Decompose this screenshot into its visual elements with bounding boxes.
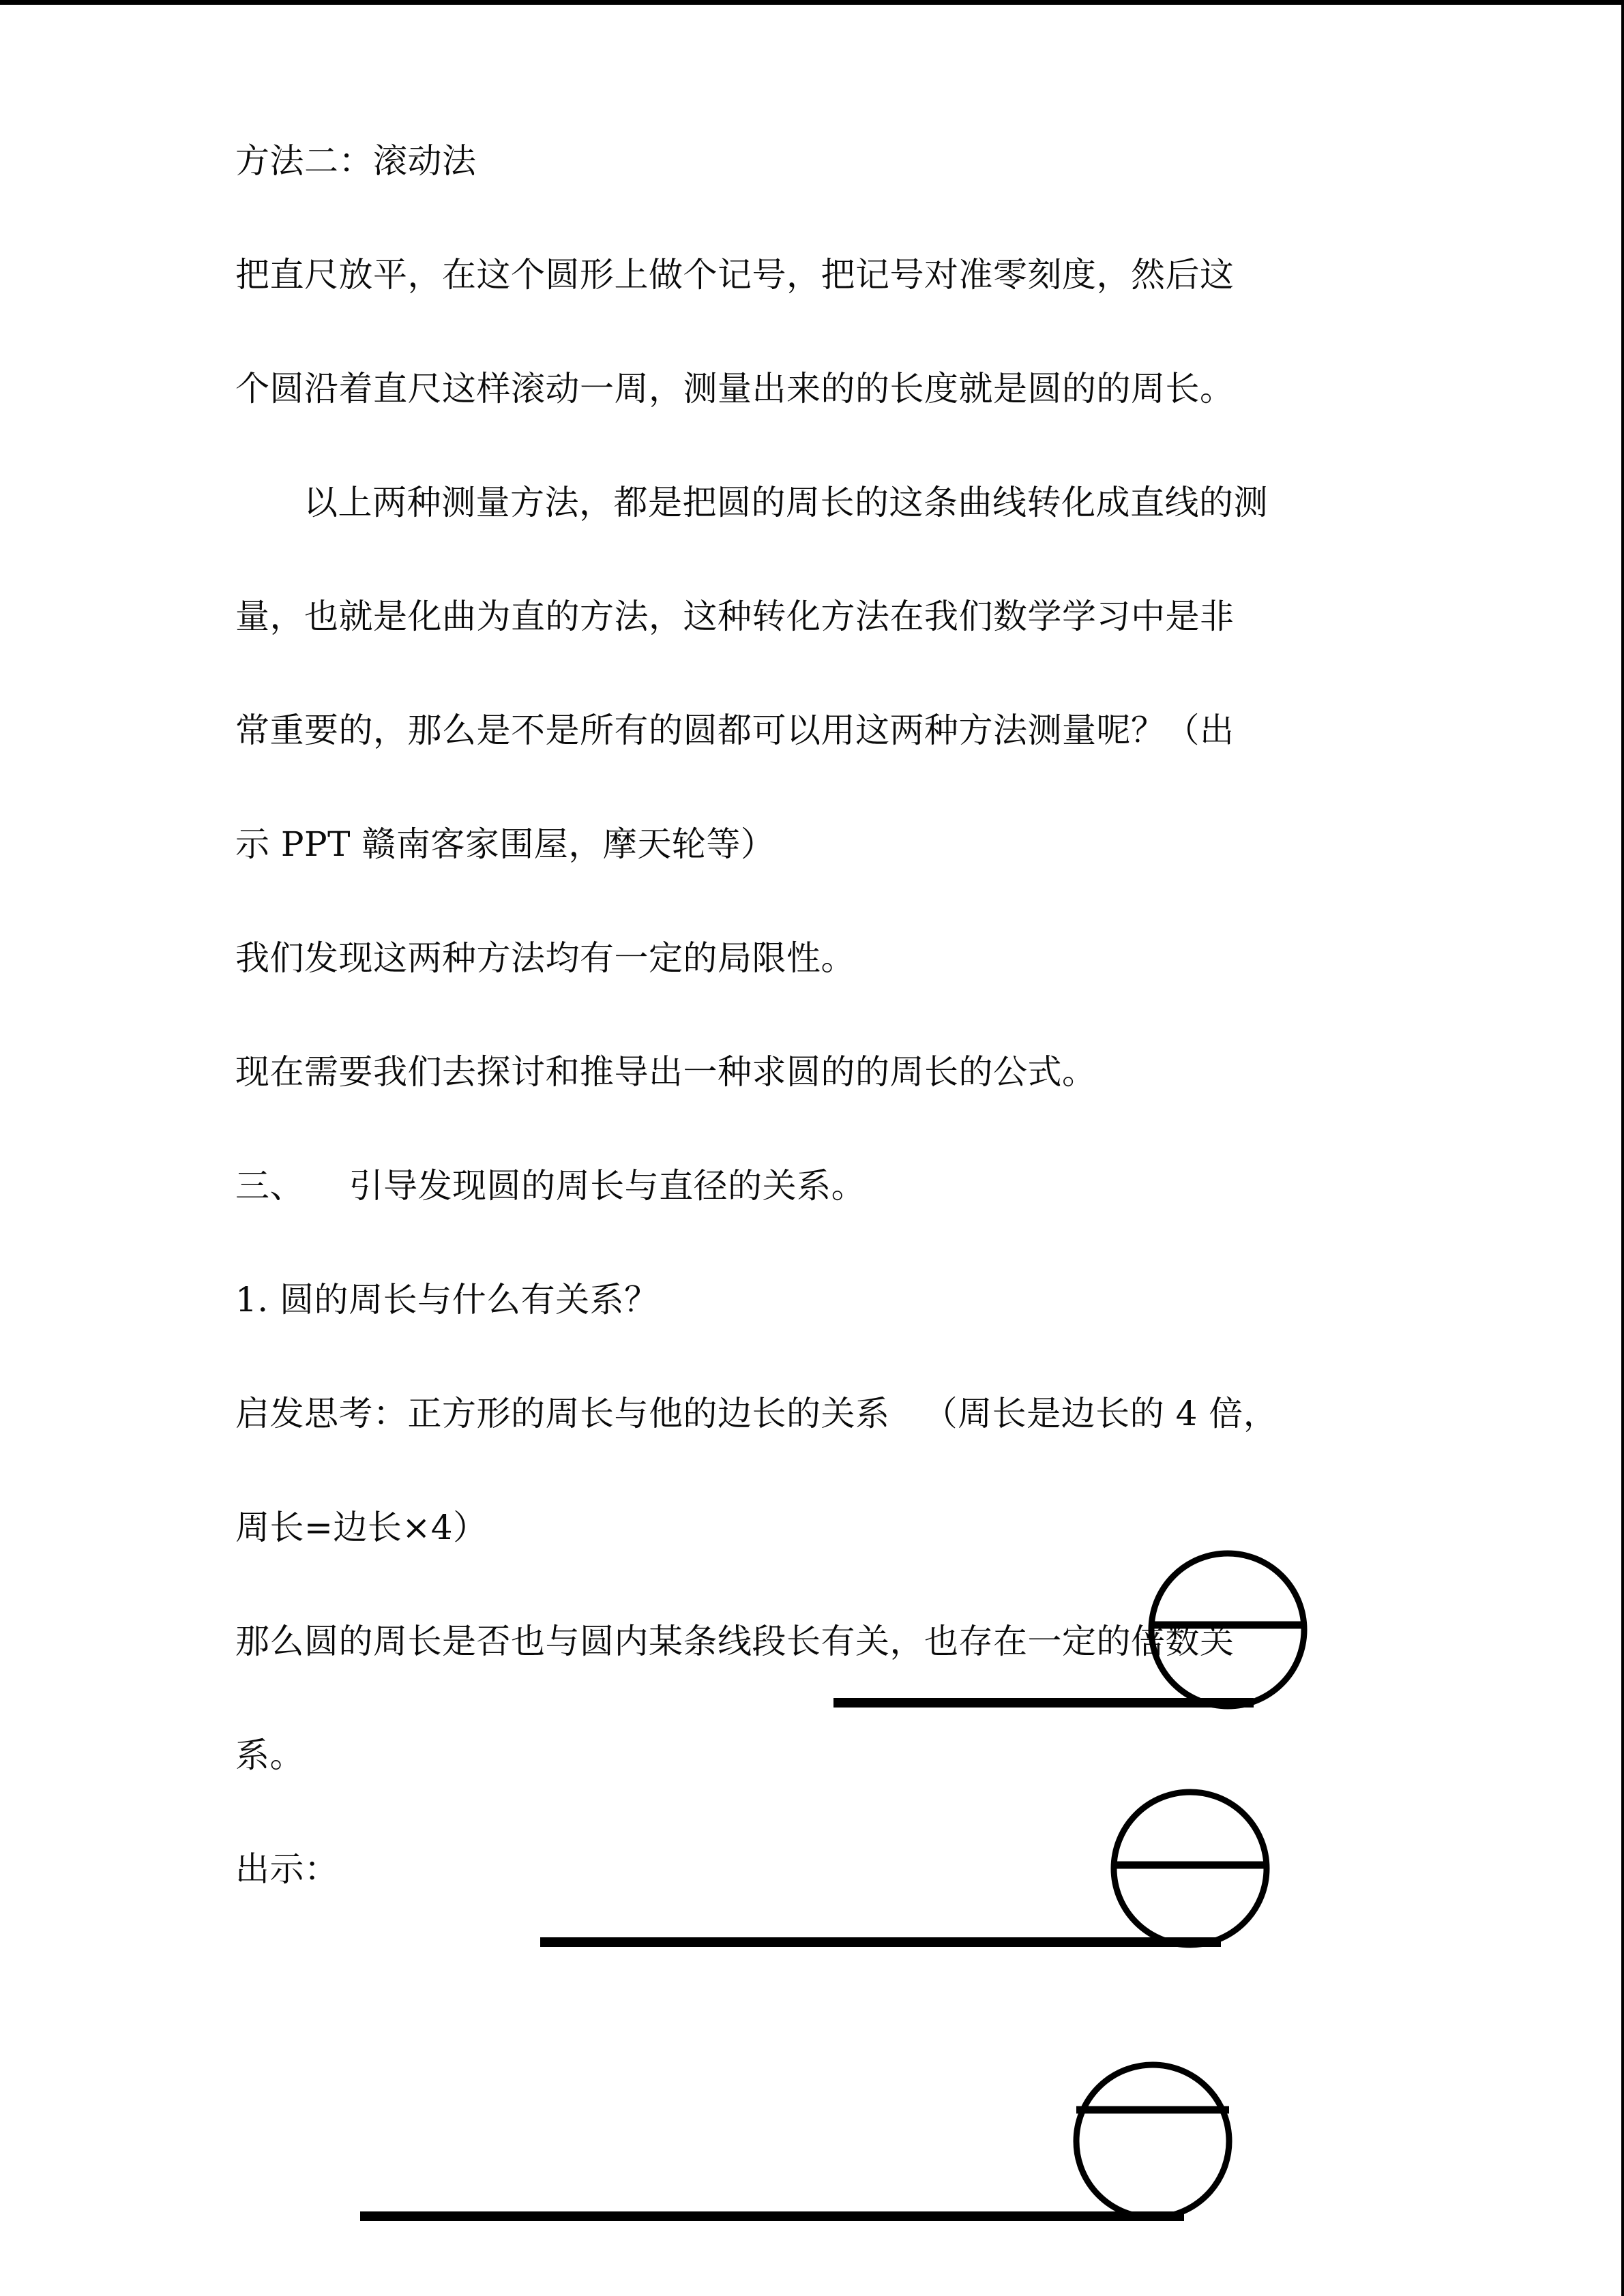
paragraph-circle-question: 那么圆的周长是否也与圆内某条线段长有关，也存在一定的倍数关 xyxy=(235,1622,1235,1661)
paragraph-rolling-step-2: 个圆沿着直尺这样滚动一周，测量出来的的长度就是圆的的周长。 xyxy=(235,369,1235,408)
rolling-circle-item-3 xyxy=(360,2065,1229,2218)
paragraph-ppt-note: 示 PPT 赣南客家围屋，摩天轮等） xyxy=(235,824,776,864)
paragraph-rolling-step-1: 把直尺放平，在这个圆形上做个记号，把记号对准零刻度，然后这 xyxy=(235,255,1235,295)
paragraph-need-formula: 现在需要我们去探讨和推导出一种求圆的的周长的公式。 xyxy=(235,1052,1097,1092)
paragraph-limitation: 我们发现这两种方法均有一定的局限性。 xyxy=(235,938,855,978)
paragraph-method-two-heading: 方法二：滚动法 xyxy=(235,141,477,181)
paragraph-summary-1: 以上两种测量方法，都是把圆的周长的这条曲线转化成直线的测 xyxy=(304,483,1268,522)
document-text-body xyxy=(235,87,1395,1943)
page-top-edge-rule xyxy=(0,0,1624,5)
paragraph-summary-3: 常重要的，那么是不是所有的圆都可以用这两种方法测量呢？（出 xyxy=(235,711,1235,750)
paragraph-square-formula: 周长=边长×4） xyxy=(235,1508,488,1547)
paragraph-inspire-thinking: 启发思考：正方形的周长与他的边长的关系 （周长是边长的 4 倍， xyxy=(235,1394,1278,1433)
paragraph-circle-question-cont: 系。 xyxy=(235,1735,304,1775)
paragraph-question-1: 1. 圆的周长与什么有关系？ xyxy=(235,1280,659,1320)
paragraph-section-three: 三、 引导发现圆的周长与直径的关系。 xyxy=(235,1166,866,1206)
paragraph-summary-2: 量，也就是化曲为直的方法，这种转化方法在我们数学学习中是非 xyxy=(235,597,1235,636)
paragraph-show-label: 出示： xyxy=(235,1849,339,1889)
page-right-edge-rule xyxy=(1621,0,1624,2296)
circle-3 xyxy=(1076,2065,1229,2218)
